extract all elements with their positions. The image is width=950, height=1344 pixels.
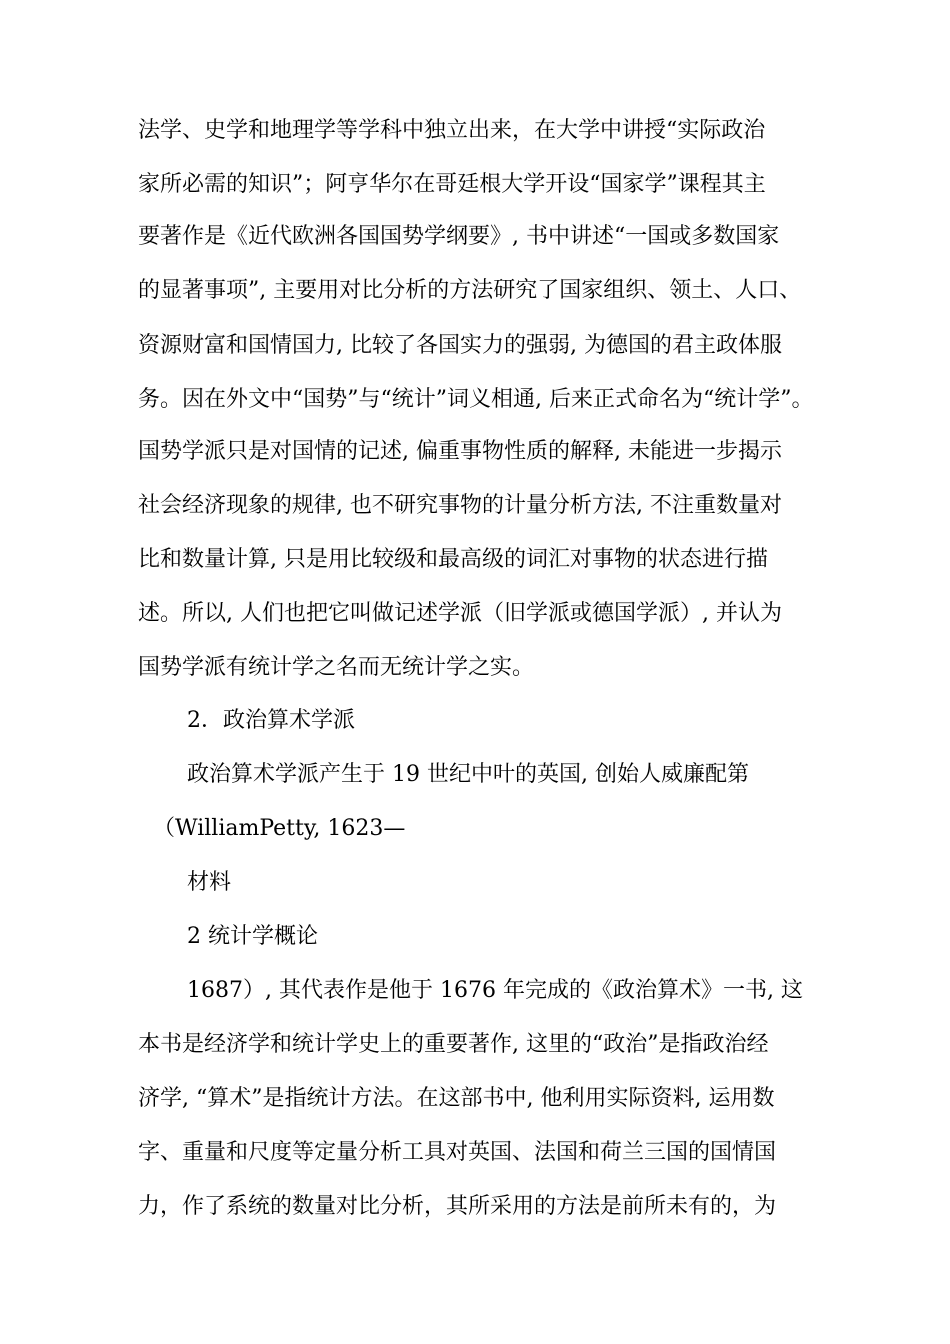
paragraph-line: 家所必需的知识”；阿亨华尔在哥廷根大学开设“国家学”课程其主 [138,172,766,197]
paragraph-line: 的显著事项”, 主要用对比分析的方法研究了国家组织、领土、人口、 [138,278,802,303]
page-note: 材料 [187,870,232,895]
paragraph-line: 国势学派只是对国情的记述, 偏重事物性质的解释, 未能进一步揭示 [138,439,782,464]
paragraph-line: （WilliamPetty, 1623— [153,816,406,841]
section-heading: 2．政治算术学派 [187,708,355,733]
paragraph-line: 国势学派有统计学之名而无统计学之实。 [138,655,535,680]
paragraph-line: 述。所以, 人们也把它叫做记述学派（旧学派或德国学派）, 并认为 [138,601,782,626]
paragraph-line: 政治算术学派产生于 19 世纪中叶的英国, 创始人威廉配第 [187,762,749,787]
page-header-text: 2 统计学概论 [187,924,318,949]
paragraph-line: 社会经济现象的规律, 也不研究事物的计量分析方法, 不注重数量对 [138,493,782,518]
paragraph-line: 本书是经济学和统计学史上的重要著作, 这里的“政治”是指政治经 [138,1032,769,1057]
paragraph-line: 比和数量计算, 只是用比较级和最高级的词汇对事物的状态进行描 [138,547,768,572]
paragraph-line: 1687）, 其代表作是他于 1676 年完成的《政治算术》一书, 这 [187,978,803,1003]
paragraph-line: 字、重量和尺度等定量分析工具对英国、法国和荷兰三国的国情国 [138,1140,777,1165]
paragraph-line: 法学、史学和地理学等学科中独立出来，在大学中讲授“实际政治 [138,118,766,143]
paragraph-line: 济学, “算术”是指统计方法。在这部书中, 他利用实际资料, 运用数 [138,1086,775,1111]
paragraph-line: 资源财富和国情国力, 比较了各国实力的强弱, 为德国的君主政体服 [138,333,782,358]
paragraph-line: 力，作了系统的数量对比分析，其所采用的方法是前所未有的，为 [138,1194,777,1219]
paragraph-line: 要著作是《近代欧洲各国国势学纲要》, 书中讲述“一国或多数国家 [138,224,780,249]
paragraph-line: 务。因在外文中“国势”与“统计”词义相通, 后来正式命名为“统计学”。 [138,387,814,412]
